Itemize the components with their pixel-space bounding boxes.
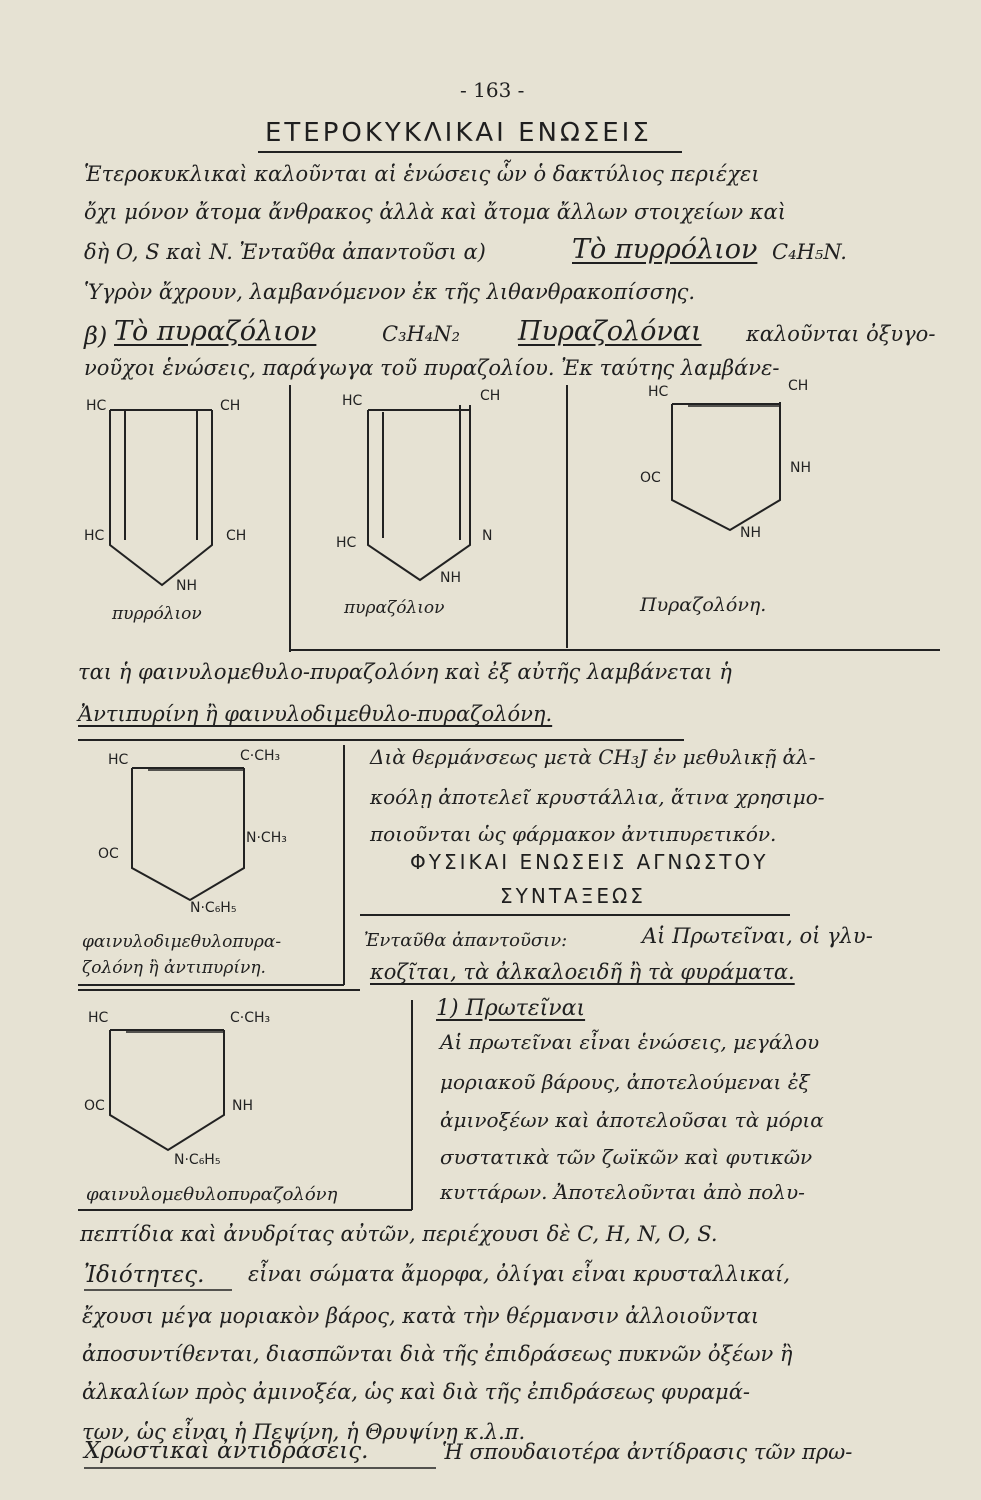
pyrazolone-nh-right: NH [790,460,811,476]
pyrazolone-hc-top: HC [648,384,669,400]
phenylmethyl-nc6h5: N·C₆H₅ [174,1152,221,1168]
intro-line-1: Ἑτεροκυκλικαὶ καλοῦνται αἱ ἑνώσεις ὧν ὁ δακτύλιος περιέχει [84,162,760,186]
protein-line-5: κυττάρων. Ἀποτελοῦνται ἀπὸ πολυ- [440,1180,805,1204]
section-heading-1: ΦΥΣΙΚΑΙ ΕΝΩΣΕΙΣ ΑΓΝΩΣΤΟΥ [410,850,769,874]
intro-b-marker: β) [84,322,108,350]
pyrazole-hc-mid: HC [336,535,357,551]
pyrrole-hc-mid: HC [84,528,105,544]
protein-line-2: μοριακοῦ βάρους, ἀποτελούμεναι ἐξ [440,1070,810,1094]
intro-line-5: καλοῦνται ὀξυγο- [746,322,936,346]
pyrazole-hc-top: HC [342,393,363,409]
pyrrole-name: πυρρόλιον [112,604,202,624]
phenylmethyl-nh: NH [232,1098,253,1114]
section-line-1a: Ἐνταῦθα ἀπαντοῦσιν: [364,930,568,951]
antipyrine-oc: OC [98,846,119,862]
antipyrine-nc6h5: N·C₆H₅ [190,900,237,916]
pyrrole-nh: NH [176,578,197,594]
protein-line-4: συστατικὰ τῶν ζωϊκῶν καὶ φυτικῶν [440,1145,813,1169]
intro-line-6: νοῦχοι ἑνώσεις, παράγωγα τοῦ πυραζολίου. Ἐκ ταύτης λαμβάνε- [84,356,780,380]
formula-pyrrole: C₄H₅N. [772,240,847,264]
pyrazole-ch-top: CH [480,388,501,404]
pyrrole-hc-top: HC [86,398,107,414]
bottom-line-2: εἶναι σώματα ἄμορφα, ὀλίγαι εἶναι κρυσταλλικαί, [248,1262,791,1286]
pyrazolone-nh-bottom: NH [740,525,761,541]
intro-line-4: Ὑγρὸν ἄχρουν, λαμβανόμενον ἐκ τῆς λιθανθρακοπίσσης. [84,280,696,304]
phenylmethyl-cch3: C·CH₃ [230,1010,271,1026]
sub-heading-proteins: 1) Πρωτεῖναι [436,996,586,1021]
bottom-line-4: ἀποσυντίθενται, διασπῶνται διὰ τῆς ἐπιδράσεως πυκνῶν ὀξέων ἢ [82,1342,793,1366]
right-line-1: Διὰ θερμάνσεως μετὰ CH₃J ἐν μεθυλικῇ ἀλ- [370,745,816,769]
section-line-1b: Αἱ Πρωτεῖναι, οἱ γλυ- [642,924,873,948]
bottom-line-7: Ἡ σπουδαιοτέρα ἀντίδρασις τῶν πρω- [442,1440,853,1464]
protein-line-1: Αἱ πρωτεῖναι εἶναι ἑνώσεις, μεγάλου [440,1030,820,1054]
props-label: Ἰδιότητες. [84,1262,205,1288]
pyrazole-n: N [482,528,493,544]
color-reactions-label: Χρωστικαὶ ἀντιδράσεις. [84,1438,369,1464]
antipyrine-nch3: N·CH₃ [246,830,287,846]
antipyrine-name-2: ζολόνη ἢ ἀντιπυρίνη. [82,958,266,978]
pyrazolone-name: Πυραζολόνη. [640,594,767,616]
page-number: - 163 - [460,78,525,102]
term-pyrrole: Τὸ πυρρόλιον [572,234,758,265]
mid-line-2: Ἀντιπυρίνη ἢ φαινυλοδιμεθυλο-πυραζολόνη. [78,702,553,726]
pyrazole-nh: NH [440,570,461,586]
bottom-line-5: ἀλκαλίων πρὸς ἀμινοξέα, ὡς καὶ διὰ τῆς ἐπιδράσεως φυραμά- [82,1380,750,1404]
section-heading-2: ΣΥΝΤΑΞΕΩΣ [500,884,646,908]
term-pyrazole: Τὸ πυραζόλιον [114,316,317,347]
term-pyrazolones: Πυραζολόναι [518,316,702,347]
pyrrole-ch-top: CH [220,398,241,414]
antipyrine-cch3: C·CH₃ [240,748,281,764]
phenylmethyl-oc: OC [84,1098,105,1114]
right-line-3: ποιοῦνται ὡς φάρμακον ἀντιπυρετικόν. [370,822,777,846]
page-title: ΕΤΕΡΟΚΥΚΛΙΚΑΙ ΕΝΩΣΕΙΣ [265,118,652,148]
right-line-2: κοόλῃ ἀποτελεῖ κρυστάλλια, ἅτινα χρησιμο- [370,785,825,809]
antipyrine-hc-top: HC [108,752,129,768]
pyrazolone-ch-top: CH [788,378,809,394]
protein-line-3: ἀμινοξέων καὶ ἀποτελοῦσαι τὰ μόρια [440,1108,824,1132]
pyrazole-name: πυραζόλιον [344,598,445,618]
intro-line-3: δὴ O, S καὶ N. Ἐνταῦθα ἀπαντοῦσι α) [84,240,486,264]
section-line-2: κοζῖται, τὰ ἀλκαλοειδῆ ἢ τὰ φυράματα. [370,960,795,984]
bottom-line-6: των, ὡς εἶναι ἡ Πεψίνη, ἡ Θρυψίνη κ.λ.π. [82,1420,526,1444]
pyrazolone-oc: OC [640,470,661,486]
antipyrine-name-1: φαινυλοδιμεθυλοπυρα- [82,932,282,952]
phenylmethyl-hc: HC [88,1010,109,1026]
mid-line-1: ται ἡ φαινυλομεθυλο-πυραζολόνη καὶ ἐξ αὐτῆς λαμβάνεται ἡ [78,660,732,684]
bottom-line-3: ἔχουσι μέγα μοριακὸν βάρος, κατὰ τὴν θέρμανσιν ἀλλοιοῦνται [82,1304,760,1328]
phenylmethyl-name: φαινυλομεθυλοπυραζολόνη [86,1184,338,1205]
intro-line-2: ὄχι μόνον ἄτομα ἄνθρακος ἀλλὰ καὶ ἄτομα ἄλλων στοιχείων καὶ [84,200,786,224]
formula-pyrazole: C₃H₄N₂ [382,322,461,346]
bottom-line-1: πεπτίδια καὶ ἀνυδρίτας αὐτῶν, περιέχουσι δὲ C, H, N, O, S. [80,1222,718,1246]
pyrrole-ch-mid: CH [226,528,247,544]
